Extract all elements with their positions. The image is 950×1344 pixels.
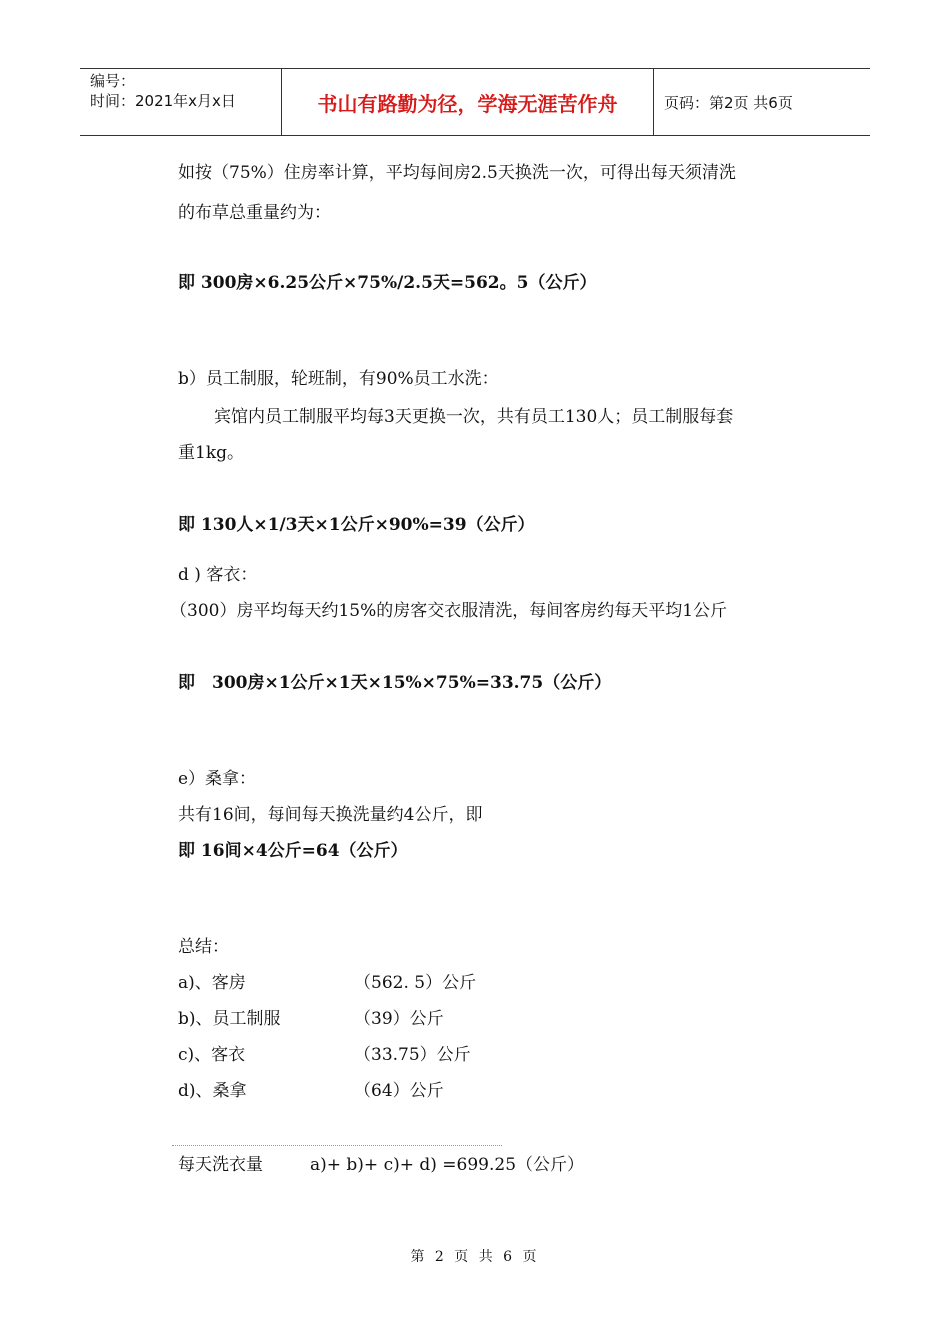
paragraph-line: 宾馆内员工制服平均每3天更换一次，共有员工130人；员工制服每套 — [214, 407, 734, 427]
header-meta — [80, 69, 282, 135]
time-label: 时间：2021年x月x日 — [90, 92, 236, 110]
formula-guest-laundry: 即 300房×1公斤×1天×15%×75%=33.75（公斤） — [178, 673, 612, 693]
summary-row — [178, 1076, 247, 1101]
summary-value: （64）公斤 — [354, 1081, 444, 1101]
total-value: a)+ b)+ c)+ d) =699.25（公斤） — [310, 1155, 585, 1175]
total-label: 每天洗衣量 — [178, 1155, 263, 1175]
summary-value: （39）公斤 — [354, 1009, 444, 1029]
section-title-e: e）桑拿： — [178, 769, 257, 789]
formula-linen: 即 300房×6.25公斤×75%/2.5天=562。5（公斤） — [178, 273, 597, 293]
paragraph-line: （300）房平均每天约15%的房客交衣服清洗，每间客房约每天平均1公斤 — [170, 601, 728, 621]
dotted-divider — [172, 1145, 502, 1146]
summary-row — [178, 1004, 281, 1029]
header-page-info: 页码：第2页 共6页 — [664, 93, 793, 112]
page-footer: 第 2 页 共 6 页 — [410, 1249, 540, 1265]
number-label: 编号： — [90, 72, 136, 90]
formula-uniform: 即 130人×1/3天×1公斤×90%=39（公斤） — [178, 515, 535, 535]
summary-label: c)、客衣 — [178, 1045, 246, 1065]
summary-label: a)、客房 — [178, 973, 246, 993]
paragraph-line: 的布草总重量约为： — [178, 203, 331, 223]
header-motto: 书山有路勤为径，学海无涯苦作舟 — [282, 69, 654, 135]
summary-row — [178, 1040, 245, 1065]
summary-value: （33.75）公斤 — [354, 1045, 471, 1065]
summary-row — [178, 968, 246, 993]
section-title-d: d ) 客衣： — [178, 565, 258, 585]
paragraph-line: 如按（75%）住房率计算，平均每间房2.5天换洗一次，可得出每天须清洗 — [178, 163, 736, 183]
page-header — [80, 68, 870, 136]
formula-sauna: 即 16间×4公斤=64（公斤） — [178, 841, 408, 861]
paragraph-line: 重1kg。 — [178, 443, 244, 463]
section-title-b: b）员工制服，轮班制，有90%员工水洗： — [178, 369, 499, 389]
summary-value: （562. 5）公斤 — [354, 973, 477, 993]
summary-title: 总结： — [178, 937, 229, 957]
summary-label: b)、员工制服 — [178, 1009, 281, 1029]
summary-label: d)、桑拿 — [178, 1081, 247, 1101]
paragraph-line: 共有16间，每间每天换洗量约4公斤，即 — [178, 805, 483, 825]
